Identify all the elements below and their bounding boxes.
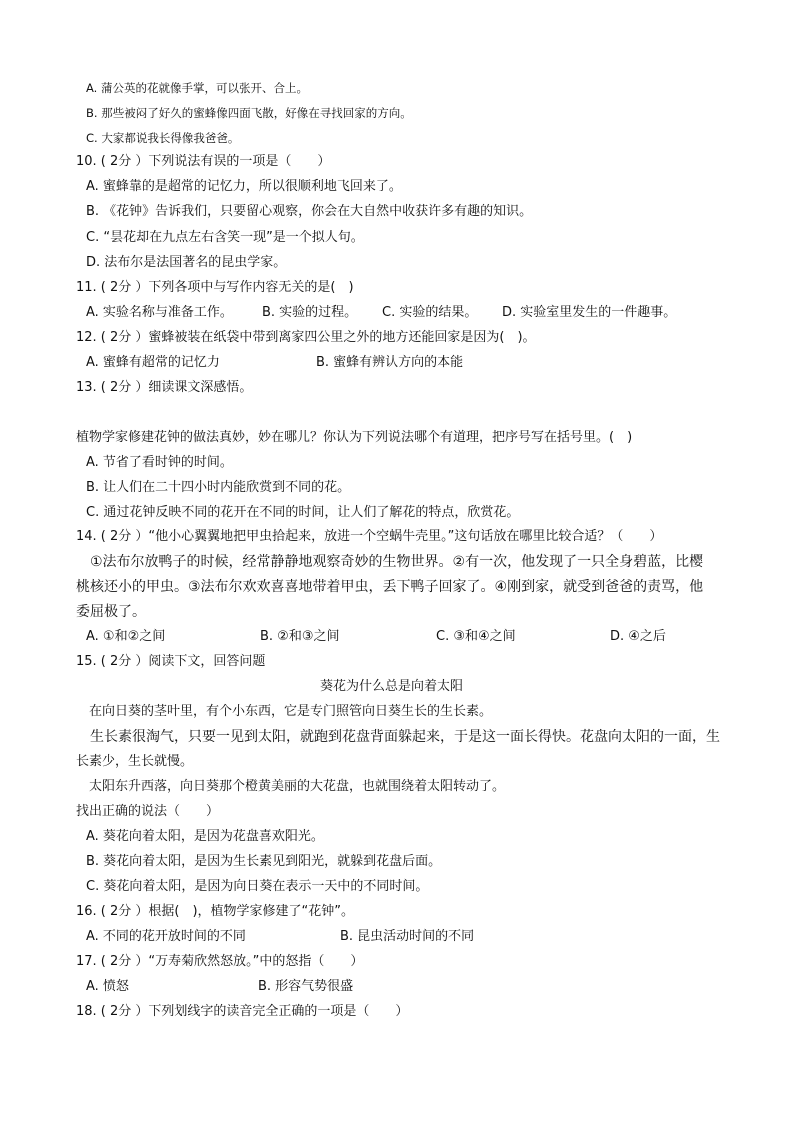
q10-option-a: A. 蜜蜂靠的是超常的记忆力，所以很顺利地飞回来了。 [86,179,402,194]
q14-option-b: B. ②和③之间 [260,629,340,644]
q13-option-a: A. 节省了看时钟的时间。 [86,455,233,470]
q12-option-b: B. 蜜蜂有辨认方向的本能 [316,355,464,370]
q14-passage-line: 桃核还小的甲虫。③法布尔欢欢喜喜地带着甲虫，丢下鸭子回家了。④刚到家，就受到爸爸的责骂，他 [76,579,704,595]
q12-stem: 12. ( 2分 ）蜜蜂被装在纸袋中带到离家四公里之外的地方还能回家是因为( )。 [76,330,536,345]
q9-option-a: A. 蒲公英的花就像手掌，可以张开、合上。 [86,81,308,95]
q11-option-b: B. 实验的过程。 [262,305,358,320]
q17-stem: 17. ( 2分 ）“万寿菊欣然怒放。”中的怒指（ ） [76,954,364,969]
q15-passage-line: 在向日葵的茎叶里，有个小东西，它是专门照管向日葵生长的生长素。 [76,704,493,719]
q11-option-c: C. 实验的结果。 [382,305,478,320]
q16-stem: 16. ( 2分 ）根据( )，植物学家修建了“花钟”。 [76,904,355,919]
q15-passage-title: 葵花为什么总是向着太阳 [320,679,464,694]
q11-option-a: A. 实验名称与准备工作。 [86,305,233,320]
q15-passage-line: 太阳东升西落，向日葵那个橙黄美丽的大花盘，也就围绕着太阳转动了。 [76,779,506,794]
q13-question: 植物学家修建花钟的做法真妙，妙在哪儿？你认为下列说法哪个有道理，把序号写在括号里。( ) [76,430,633,445]
q16-option-a: A. 不同的花开放时间的不同 [86,929,246,944]
q17-option-b: B. 形容气势很盛 [258,979,354,994]
q18-stem: 18. ( 2分 ）下列划线字的读音完全正确的一项是（ ） [76,1004,409,1019]
q14-option-d: D. ④之后 [610,629,666,644]
q14-stem: 14. ( 2分 ）“他小心翼翼地把甲虫拾起来，放进一个空蜗牛壳里。”这句话放在哪里比较合适？（ ） [76,529,663,544]
q10-option-c: C. “昙花却在九点左右含笑一现”是一个拟人句。 [86,230,364,245]
q15-option-b: B. 葵花向着太阳，是因为生长素见到阳光，就躲到花盘后面。 [86,854,442,869]
q10-option-b: B. 《花钟》告诉我们，只要留心观察，你会在大自然中收获许多有趣的知识。 [86,204,533,219]
q16-option-b: B. 昆虫活动时间的不同 [340,929,475,944]
q14-option-c: C. ③和④之间 [436,629,516,644]
q10-option-d: D. 法布尔是法国著名的昆虫学家。 [86,255,287,270]
q9-option-c: C. 大家都说我长得像我爸爸。 [86,131,240,145]
q15-stem: 15. ( 2分 ）阅读下文，回答问题 [76,654,266,669]
q13-option-c: C. 通过花钟反映不同的花开在不同的时间，让人们了解花的特点，欣赏花。 [86,505,520,520]
q12-option-a: A. 蜜蜂有超常的记忆力 [86,355,220,370]
q15-passage-line: 生长素很淘气，只要一见到太阳，就跑到花盘背面躲起来，于是这一面长得快。花盘向太阳的一面，生 [76,729,720,745]
q15-option-a: A. 葵花向着太阳，是因为花盘喜欢阳光。 [86,829,324,844]
q10-stem: 10. ( 2分 ）下列说法有误的一项是（ ） [76,154,331,169]
q9-option-b: B. 那些被闷了好久的蜜蜂像四面飞散，好像在寻找回家的方向。 [86,106,412,120]
q11-option-d: D. 实验室里发生的一件趣事。 [502,305,677,320]
q11-stem: 11. ( 2分 ）下列各项中与写作内容无关的是( ) [76,280,354,295]
q13-stem: 13. ( 2分 ）细读课文深感悟。 [76,380,253,395]
q14-passage-line: ①法布尔放鸭子的时候，经常静静地观察奇妙的生物世界。②有一次，他发现了一只全身碧蓝，比樱 [76,554,704,570]
q17-option-a: A. 愤怒 [86,979,129,994]
q15-option-c: C. 葵花向着太阳，是因为向日葵在表示一天中的不同时间。 [86,879,429,894]
q13-option-b: B. 让人们在二十四小时内能欣赏到不同的花。 [86,480,351,495]
q14-passage-line: 委屈极了。 [76,604,146,620]
q14-option-a: A. ①和②之间 [86,629,166,644]
q15-passage-line: 长素少，生长就慢。 [76,754,194,769]
q15-question: 找出正确的说法（ ） [76,804,220,819]
